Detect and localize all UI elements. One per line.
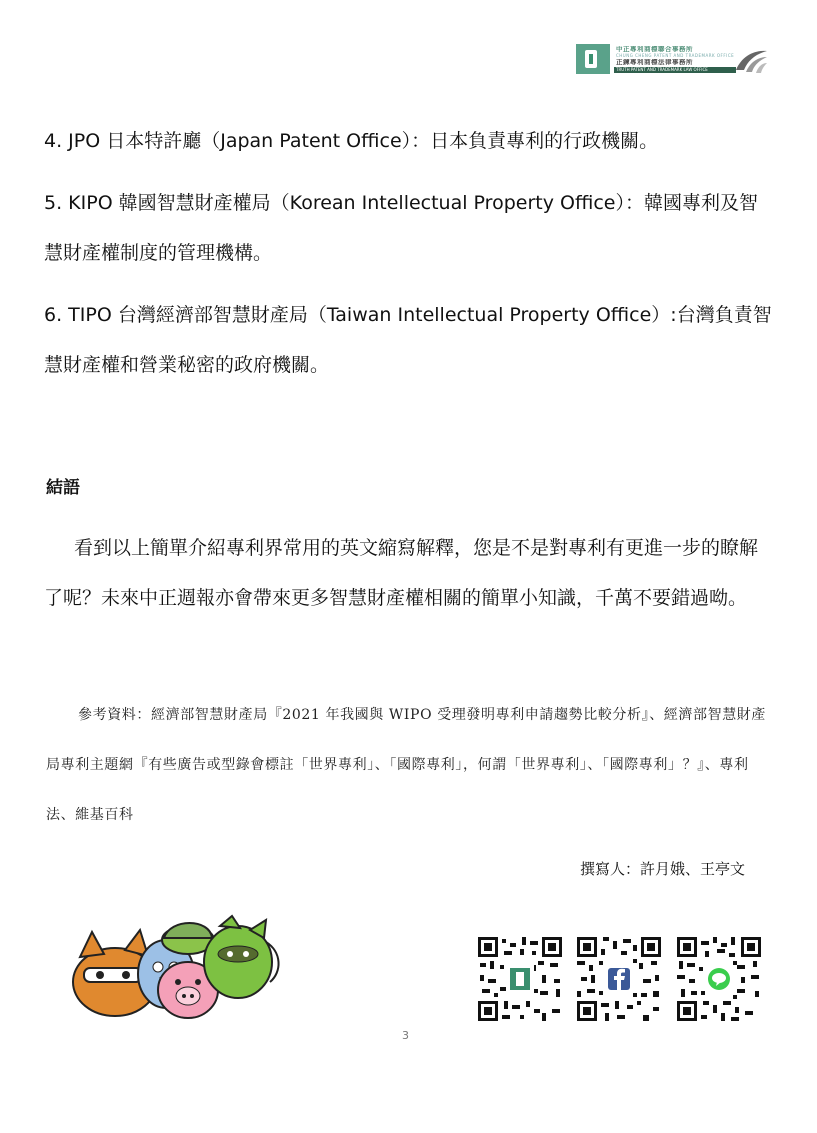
conclusion-heading: 結語 [46, 478, 80, 498]
item-jpo: 4. JPO 日本特許廳（Japan Patent Office）：日本負責專利的行政機關。 [44, 130, 659, 152]
item-tipo: 6. TIPO 台灣經濟部智慧財產局（Taiwan Intellectual Property Office）:台灣負責智慧財產權和營業秘密的政府機關。 [44, 304, 772, 376]
logo-swoosh-icon [734, 48, 768, 74]
mascot-illustration [70, 912, 285, 1022]
qr-code-line[interactable] [675, 935, 763, 1023]
logo-name-zh-1: 中正專利商標聯合事務所 [616, 46, 693, 52]
company-logo [576, 44, 768, 74]
references: 參考資料：經濟部智慧財產局『2021 年我國與 WIPO 受理發明專利申請趨勢比較分析』、經濟部智慧財產局專利主題網『有些廣告或型錄會標註「世界專利」、「國際專利」，何謂「世界專利」、「國際專利」？』、專利法、維基百科 [46, 707, 766, 823]
qr-code-facebook[interactable] [575, 935, 663, 1023]
logo-mark-icon [576, 44, 610, 74]
logo-name-zh-2: 正鍊專利商標法律事務所 [616, 59, 693, 65]
logo-name-en-1: CHUNG CHENG PATENT AND TRADEMARK OFFICE [616, 53, 735, 58]
author: 撰寫人：許月娥、王亭文 [580, 860, 746, 878]
page-number: 3 [402, 1029, 409, 1042]
qr-code-website[interactable] [476, 935, 564, 1023]
item-kipo: 5. KIPO 韓國智慧財產權局（Korean Intellectual Property Office）：韓國專利及智慧財產權制度的管理機構。 [44, 192, 758, 264]
conclusion-body: 看到以上簡單介紹專利界常用的英文縮寫解釋，您是不是對專利有更進一步的瞭解了呢？未來中正週報亦會帶來更多智慧財產權相關的簡單小知識，千萬不要錯過呦。 [44, 537, 759, 609]
logo-name-en-2: TRUTH PATENT AND TRADEMARK LAW OFFICE [614, 67, 736, 73]
